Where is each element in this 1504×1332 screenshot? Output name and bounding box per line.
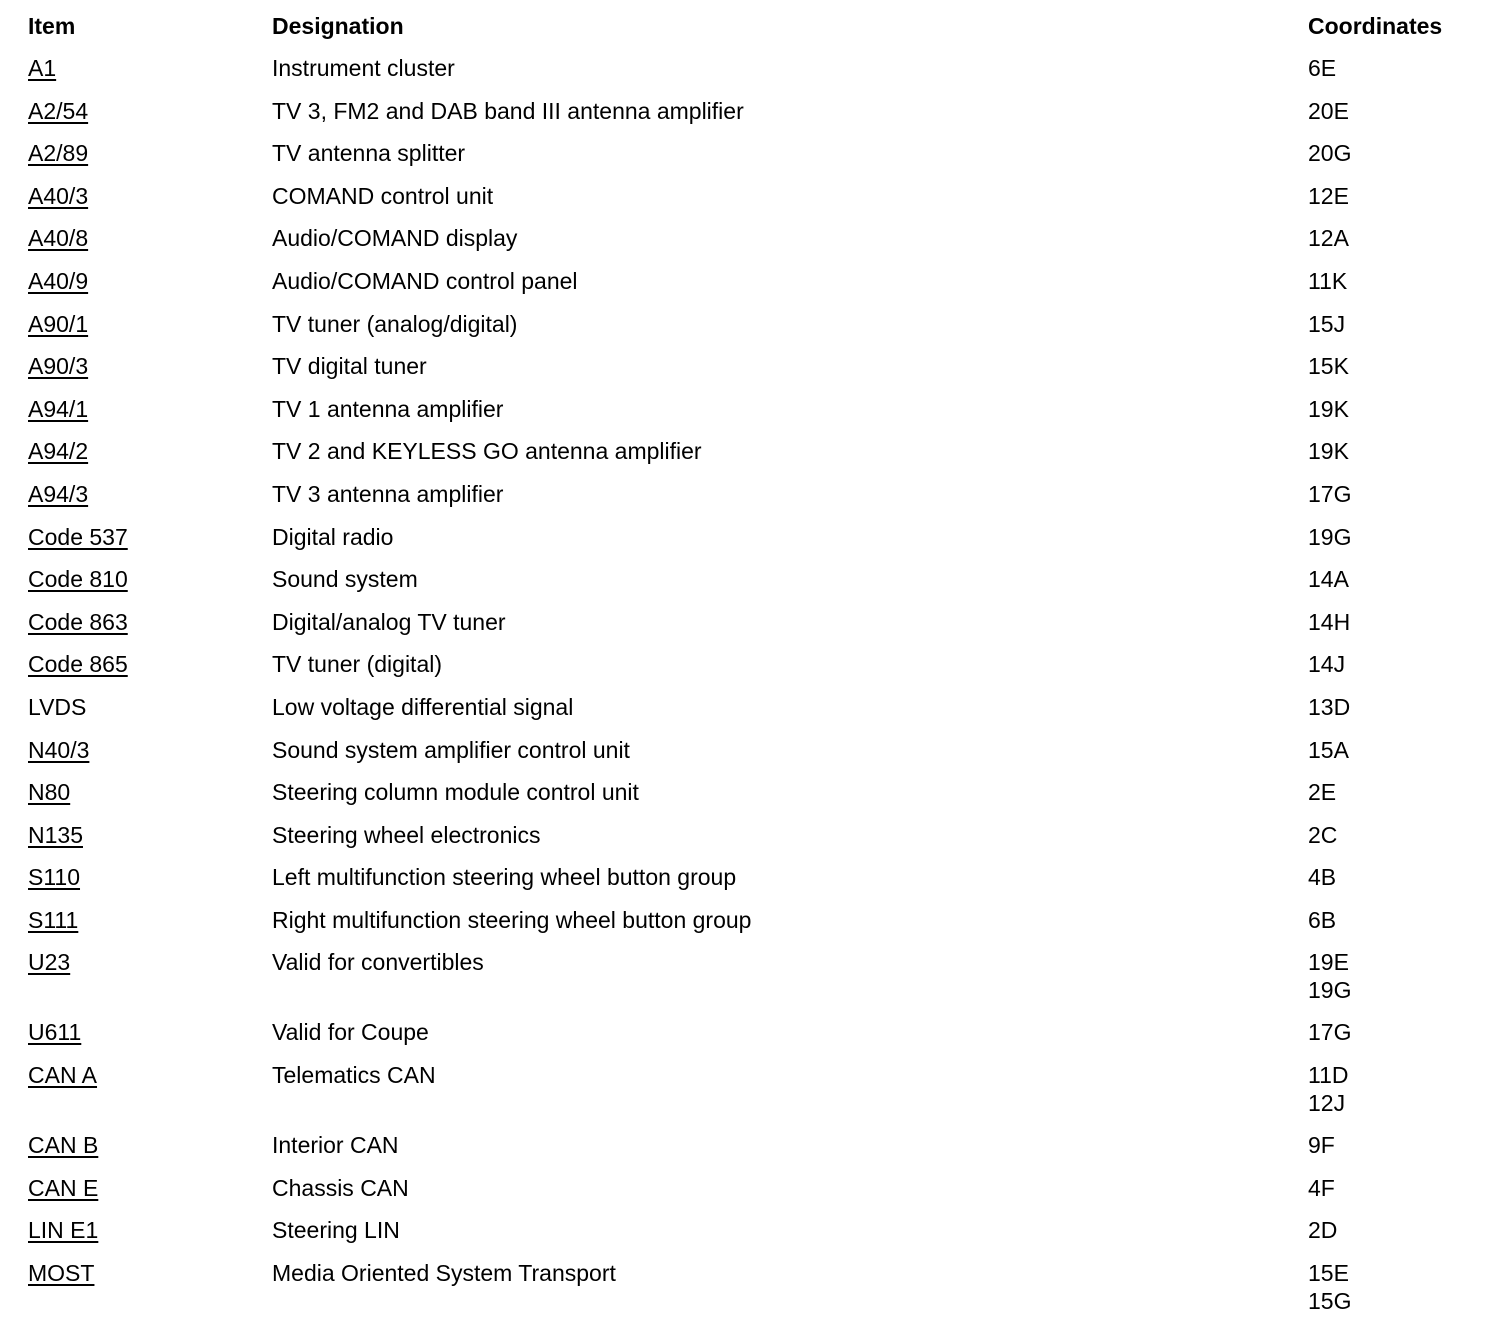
coordinates-cell bbox=[1308, 863, 1488, 891]
item-link[interactable]: A2/89 bbox=[28, 140, 89, 167]
table-row bbox=[28, 310, 1488, 353]
coordinates-cell bbox=[1308, 395, 1488, 423]
coordinate-value: 4F bbox=[1308, 1174, 1335, 1201]
coordinates-cell bbox=[1308, 736, 1488, 764]
coordinate-value: 15J bbox=[1308, 310, 1346, 337]
item-link[interactable]: Code 865 bbox=[28, 651, 128, 678]
designation-cell: Sound system amplifier control unit bbox=[272, 736, 630, 763]
designation-cell: TV 2 and KEYLESS GO antenna amplifier bbox=[272, 438, 702, 465]
table-row bbox=[28, 1061, 1488, 1131]
item-cell bbox=[28, 267, 272, 295]
coordinate-value: 14A bbox=[1308, 566, 1349, 593]
designation-cell: Chassis CAN bbox=[272, 1174, 409, 1201]
item-link[interactable]: CAN B bbox=[28, 1132, 99, 1159]
item-cell bbox=[28, 224, 272, 252]
item-cell bbox=[28, 650, 272, 678]
item-cell bbox=[28, 863, 272, 891]
item-link[interactable]: A94/2 bbox=[28, 438, 89, 465]
coordinate-value: 19K bbox=[1308, 438, 1349, 465]
coordinate-value: 17G bbox=[1308, 1019, 1352, 1046]
table-row bbox=[28, 523, 1488, 566]
item-link[interactable]: A94/1 bbox=[28, 395, 89, 422]
designation-cell: Valid for Coupe bbox=[272, 1019, 429, 1046]
coordinates-cell bbox=[1308, 97, 1488, 125]
item-link[interactable]: N135 bbox=[28, 821, 83, 848]
item-link[interactable]: S111 bbox=[28, 906, 79, 933]
table-body bbox=[28, 54, 1488, 1329]
table-header bbox=[28, 12, 1488, 54]
header-designation: Designation bbox=[272, 13, 404, 39]
coordinate-value: 19G bbox=[1308, 523, 1352, 550]
designation-cell: Steering column module control unit bbox=[272, 779, 639, 806]
coordinate-value: 11K bbox=[1308, 267, 1348, 294]
item-link[interactable]: Code 863 bbox=[28, 608, 128, 635]
coordinates-cell bbox=[1308, 650, 1488, 678]
table-row bbox=[28, 1259, 1488, 1329]
item-link[interactable]: CAN E bbox=[28, 1174, 99, 1201]
designation-cell: Steering wheel electronics bbox=[272, 821, 541, 848]
item-cell bbox=[28, 139, 272, 167]
coordinate-value: 20G bbox=[1308, 140, 1352, 167]
legend-table bbox=[28, 12, 1488, 1329]
item-link[interactable]: A2/54 bbox=[28, 97, 89, 124]
coordinates-cell bbox=[1308, 437, 1488, 465]
item-link[interactable]: MOST bbox=[28, 1259, 95, 1286]
table-row bbox=[28, 1174, 1488, 1217]
coordinate-value: 11D bbox=[1308, 1062, 1349, 1089]
table-row bbox=[28, 1018, 1488, 1061]
item-cell bbox=[28, 1174, 272, 1202]
table-row bbox=[28, 906, 1488, 949]
coordinates-cell bbox=[1308, 1174, 1488, 1202]
item-cell bbox=[28, 1216, 272, 1244]
item-cell bbox=[28, 352, 272, 380]
coordinate-value: 15A bbox=[1308, 736, 1349, 763]
table-row bbox=[28, 863, 1488, 906]
item-link[interactable]: A1 bbox=[28, 55, 57, 81]
designation-cell: Audio/COMAND display bbox=[272, 225, 518, 252]
table-row bbox=[28, 139, 1488, 182]
coordinate-value: 15K bbox=[1308, 353, 1349, 380]
item-cell bbox=[28, 310, 272, 338]
item-link[interactable]: CAN A bbox=[28, 1062, 98, 1089]
table-row bbox=[28, 778, 1488, 821]
coordinate-value: 13D bbox=[1308, 693, 1351, 720]
item-cell bbox=[28, 1061, 272, 1089]
item-cell bbox=[28, 182, 272, 210]
table-row bbox=[28, 224, 1488, 267]
coordinates-cell bbox=[1308, 54, 1488, 82]
item-cell bbox=[28, 565, 272, 593]
designation-cell: TV digital tuner bbox=[272, 353, 427, 380]
coordinates-cell bbox=[1308, 565, 1488, 593]
item-cell bbox=[28, 1259, 272, 1287]
item-link[interactable]: S110 bbox=[28, 864, 81, 891]
table-row bbox=[28, 1216, 1488, 1259]
coordinate-value: 20E bbox=[1308, 97, 1349, 124]
designation-cell: TV 3 antenna amplifier bbox=[272, 480, 504, 507]
item-cell bbox=[28, 395, 272, 423]
table-row bbox=[28, 182, 1488, 225]
item-cell bbox=[28, 54, 272, 82]
designation-cell: Digital radio bbox=[272, 523, 394, 550]
designation-cell: Telematics CAN bbox=[272, 1062, 436, 1089]
designation-cell: Valid for convertibles bbox=[272, 949, 484, 976]
item-link[interactable]: A90/3 bbox=[28, 353, 89, 380]
designation-cell: TV antenna splitter bbox=[272, 140, 466, 167]
item-cell bbox=[28, 437, 272, 465]
coordinate-value: 14H bbox=[1308, 608, 1351, 635]
table-row bbox=[28, 821, 1488, 864]
table-row bbox=[28, 437, 1488, 480]
coordinate-value: 19E bbox=[1308, 949, 1349, 976]
designation-cell: Audio/COMAND control panel bbox=[272, 267, 578, 294]
coordinate-value: 14J bbox=[1308, 651, 1346, 678]
coordinates-cell bbox=[1308, 1216, 1488, 1244]
item-label: LVDS bbox=[28, 693, 87, 720]
coordinate-value: 15E bbox=[1308, 1259, 1349, 1286]
coordinate-value: 4B bbox=[1308, 864, 1337, 891]
designation-cell: Instrument cluster bbox=[272, 55, 455, 81]
designation-cell: Sound system bbox=[272, 566, 418, 593]
coordinate-value: 2D bbox=[1308, 1217, 1338, 1244]
designation-cell: Digital/analog TV tuner bbox=[272, 608, 506, 635]
item-link[interactable]: LIN E1 bbox=[28, 1217, 99, 1244]
table-row bbox=[28, 693, 1488, 736]
coordinate-value: 17G bbox=[1308, 480, 1352, 507]
table-row bbox=[28, 480, 1488, 523]
coordinates-cell bbox=[1308, 139, 1488, 167]
table-row bbox=[28, 608, 1488, 651]
table-row bbox=[28, 736, 1488, 779]
item-link[interactable]: U23 bbox=[28, 949, 71, 976]
designation-cell: Left multifunction steering wheel button group bbox=[272, 864, 737, 891]
coordinates-cell bbox=[1308, 778, 1488, 806]
item-cell bbox=[28, 778, 272, 806]
coordinates-cell bbox=[1308, 906, 1488, 934]
header-coordinates: Coordinates bbox=[1308, 13, 1443, 39]
coordinates-cell bbox=[1308, 1259, 1488, 1315]
coordinate-value: 12E bbox=[1308, 182, 1349, 209]
item-cell bbox=[28, 1131, 272, 1159]
table-row bbox=[28, 1131, 1488, 1174]
item-link[interactable]: N40/3 bbox=[28, 736, 90, 763]
coordinate-value: 19G bbox=[1308, 977, 1352, 1004]
coordinates-cell bbox=[1308, 1018, 1488, 1046]
coordinates-cell bbox=[1308, 224, 1488, 252]
item-cell bbox=[28, 906, 272, 934]
item-cell bbox=[28, 693, 272, 721]
item-cell bbox=[28, 480, 272, 508]
coordinates-cell bbox=[1308, 267, 1488, 295]
item-link[interactable]: A40/9 bbox=[28, 267, 89, 294]
coordinate-value: 15G bbox=[1308, 1287, 1352, 1314]
coordinates-cell bbox=[1308, 821, 1488, 849]
item-cell bbox=[28, 608, 272, 636]
table-row bbox=[28, 352, 1488, 395]
designation-cell: TV tuner (analog/digital) bbox=[272, 310, 518, 337]
coordinates-cell bbox=[1308, 480, 1488, 508]
designation-cell: Media Oriented System Transport bbox=[272, 1259, 616, 1286]
table-row bbox=[28, 565, 1488, 608]
item-cell bbox=[28, 948, 272, 976]
item-link[interactable]: A40/3 bbox=[28, 182, 89, 209]
coordinate-value: 9F bbox=[1308, 1132, 1335, 1159]
coordinates-cell bbox=[1308, 1131, 1488, 1159]
table-row bbox=[28, 54, 1488, 97]
coordinate-value: 2E bbox=[1308, 779, 1337, 806]
coordinates-cell bbox=[1308, 310, 1488, 338]
coordinate-value: 6E bbox=[1308, 55, 1337, 81]
item-link[interactable]: Code 810 bbox=[28, 566, 128, 593]
designation-cell: Right multifunction steering wheel button group bbox=[272, 906, 752, 933]
designation-cell: TV 3, FM2 and DAB band III antenna amplifier bbox=[272, 97, 744, 124]
item-link[interactable]: A94/3 bbox=[28, 480, 89, 507]
item-link[interactable]: N80 bbox=[28, 779, 71, 806]
coordinates-cell bbox=[1308, 1061, 1488, 1117]
coordinate-value: 6B bbox=[1308, 906, 1337, 933]
coordinates-cell bbox=[1308, 523, 1488, 551]
coordinate-value: 2C bbox=[1308, 821, 1338, 848]
item-link[interactable]: A40/8 bbox=[28, 225, 89, 252]
table-row bbox=[28, 97, 1488, 140]
item-cell bbox=[28, 821, 272, 849]
coordinates-cell bbox=[1308, 352, 1488, 380]
table-row bbox=[28, 948, 1488, 1018]
coordinates-cell bbox=[1308, 608, 1488, 636]
designation-cell: TV 1 antenna amplifier bbox=[272, 395, 504, 422]
table-row bbox=[28, 395, 1488, 438]
coordinates-cell bbox=[1308, 693, 1488, 721]
designation-cell: Interior CAN bbox=[272, 1132, 399, 1159]
item-cell bbox=[28, 736, 272, 764]
item-cell bbox=[28, 1018, 272, 1046]
designation-cell: COMAND control unit bbox=[272, 182, 494, 209]
coordinates-cell bbox=[1308, 948, 1488, 1004]
table-row bbox=[28, 267, 1488, 310]
item-link[interactable]: U611 bbox=[28, 1019, 82, 1046]
designation-cell: Low voltage differential signal bbox=[272, 693, 574, 720]
coordinates-cell bbox=[1308, 182, 1488, 210]
header-item: Item bbox=[28, 13, 76, 39]
coordinate-value: 12J bbox=[1308, 1090, 1346, 1117]
item-cell bbox=[28, 97, 272, 125]
table-row bbox=[28, 650, 1488, 693]
item-link[interactable]: A90/1 bbox=[28, 310, 89, 337]
coordinate-value: 19K bbox=[1308, 395, 1349, 422]
item-cell bbox=[28, 523, 272, 551]
designation-cell: TV tuner (digital) bbox=[272, 651, 443, 678]
item-link[interactable]: Code 537 bbox=[28, 523, 128, 550]
coordinate-value: 12A bbox=[1308, 225, 1349, 252]
designation-cell: Steering LIN bbox=[272, 1217, 400, 1244]
